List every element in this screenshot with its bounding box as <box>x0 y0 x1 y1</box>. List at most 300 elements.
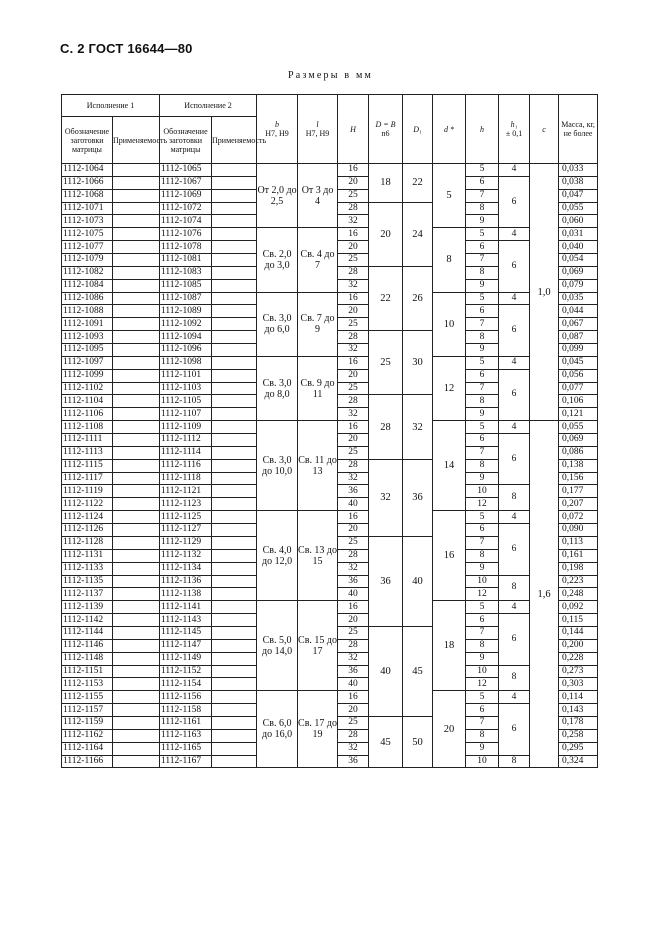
cell-H: 28 <box>338 266 369 279</box>
cell-h1: 6 <box>499 434 530 485</box>
cell-mass: 0,060 <box>559 215 598 228</box>
cell-b: Св. 3,0 до 10,0 <box>257 421 298 511</box>
cell-h: 7 <box>466 626 499 639</box>
cell-h: 6 <box>466 369 499 382</box>
cell-designation-2: 1112-1072 <box>160 202 212 215</box>
cell-applicability-2 <box>212 716 257 729</box>
cell-applicability-2 <box>212 691 257 704</box>
cell-mass: 0,090 <box>559 524 598 537</box>
cell-mass: 0,207 <box>559 498 598 511</box>
cell-designation-1: 1112-1166 <box>62 755 113 768</box>
cell-h1: 4 <box>499 511 530 524</box>
cell-H: 32 <box>338 215 369 228</box>
cell-applicability-2 <box>212 446 257 459</box>
table-row <box>62 601 598 614</box>
cell-designation-2: 1112-1069 <box>160 189 212 202</box>
cell-applicability-2 <box>212 202 257 215</box>
cell-h1: 6 <box>499 305 530 356</box>
cell-mass: 0,033 <box>559 164 598 177</box>
cell-designation-1: 1112-1122 <box>62 498 113 511</box>
cell-designation-2: 1112-1154 <box>160 678 212 691</box>
cell-applicability-2 <box>212 524 257 537</box>
cell-applicability-1 <box>113 755 160 768</box>
cell-designation-1: 1112-1137 <box>62 588 113 601</box>
cell-designation-2: 1112-1098 <box>160 356 212 369</box>
cell-H: 20 <box>338 305 369 318</box>
cell-designation-1: 1112-1151 <box>62 665 113 678</box>
cell-mass: 0,121 <box>559 408 598 421</box>
header-designation-1: Обозначение заготовки матрицы <box>62 117 113 164</box>
cell-designation-2: 1112-1105 <box>160 395 212 408</box>
cell-applicability-1 <box>113 215 160 228</box>
cell-applicability-2 <box>212 241 257 254</box>
cell-applicability-1 <box>113 498 160 511</box>
cell-designation-1: 1112-1071 <box>62 202 113 215</box>
cell-H: 25 <box>338 382 369 395</box>
header-d-symbol: d * <box>444 124 455 134</box>
cell-H: 16 <box>338 228 369 241</box>
header-l <box>298 95 338 164</box>
cell-applicability-2 <box>212 408 257 421</box>
cell-H: 32 <box>338 279 369 292</box>
header-group-2: Исполнение 2 <box>160 95 257 117</box>
cell-applicability-2 <box>212 729 257 742</box>
cell-applicability-1 <box>113 279 160 292</box>
cell-applicability-2 <box>212 164 257 177</box>
cell-applicability-1 <box>113 344 160 357</box>
cell-designation-2: 1112-1147 <box>160 639 212 652</box>
table-row <box>62 511 598 524</box>
cell-d1: 26 <box>403 266 433 330</box>
cell-applicability-1 <box>113 318 160 331</box>
cell-applicability-1 <box>113 305 160 318</box>
cell-designation-2: 1112-1149 <box>160 652 212 665</box>
cell-applicability-2 <box>212 228 257 241</box>
cell-designation-1: 1112-1119 <box>62 485 113 498</box>
header-D-symbol: D = B <box>375 120 396 129</box>
cell-applicability-2 <box>212 601 257 614</box>
header-b-symbol: b <box>275 120 280 129</box>
cell-applicability-1 <box>113 678 160 691</box>
cell-H: 16 <box>338 292 369 305</box>
cell-designation-1: 1112-1086 <box>62 292 113 305</box>
cell-mass: 0,114 <box>559 691 598 704</box>
cell-designation-1: 1112-1106 <box>62 408 113 421</box>
cell-applicability-2 <box>212 704 257 717</box>
cell-H: 25 <box>338 189 369 202</box>
cell-applicability-1 <box>113 639 160 652</box>
cell-designation-1: 1112-1066 <box>62 176 113 189</box>
cell-h1: 8 <box>499 665 530 691</box>
cell-designation-1: 1112-1142 <box>62 614 113 627</box>
table-row <box>62 421 598 434</box>
cell-designation-1: 1112-1162 <box>62 729 113 742</box>
cell-applicability-1 <box>113 614 160 627</box>
cell-H: 36 <box>338 755 369 768</box>
cell-designation-2: 1112-1116 <box>160 459 212 472</box>
cell-applicability-1 <box>113 601 160 614</box>
cell-mass: 0,144 <box>559 626 598 639</box>
cell-applicability-1 <box>113 202 160 215</box>
cell-designation-1: 1112-1093 <box>62 331 113 344</box>
cell-b: Св. 5,0 до 14,0 <box>257 601 298 691</box>
cell-applicability-1 <box>113 691 160 704</box>
cell-mass: 0,228 <box>559 652 598 665</box>
cell-h1: 4 <box>499 356 530 369</box>
cell-designation-1: 1112-1104 <box>62 395 113 408</box>
cell-applicability-1 <box>113 485 160 498</box>
header-b <box>257 95 298 164</box>
cell-applicability-2 <box>212 755 257 768</box>
cell-h: 5 <box>466 228 499 241</box>
cell-H: 36 <box>338 575 369 588</box>
cell-designation-1: 1112-1148 <box>62 652 113 665</box>
cell-d: 28 <box>369 395 403 459</box>
cell-H: 16 <box>338 356 369 369</box>
cell-designation-2: 1112-1107 <box>160 408 212 421</box>
cell-h: 8 <box>466 266 499 279</box>
cell-h: 9 <box>466 562 499 575</box>
cell-mass: 0,031 <box>559 228 598 241</box>
header-h1-symbol: h₁ <box>510 120 518 129</box>
cell-designation-1: 1112-1075 <box>62 228 113 241</box>
cell-mass: 0,067 <box>559 318 598 331</box>
cell-h1: 4 <box>499 601 530 614</box>
cell-mass: 0,055 <box>559 421 598 434</box>
cell-d: 14 <box>433 421 466 511</box>
cell-mass: 0,273 <box>559 665 598 678</box>
cell-applicability-2 <box>212 678 257 691</box>
header-H-symbol: H <box>350 124 356 134</box>
cell-designation-1: 1112-1126 <box>62 524 113 537</box>
cell-h: 7 <box>466 254 499 267</box>
cell-designation-2: 1112-1161 <box>160 716 212 729</box>
cell-applicability-2 <box>212 356 257 369</box>
cell-H: 32 <box>338 742 369 755</box>
cell-applicability-2 <box>212 652 257 665</box>
header-d <box>433 95 466 164</box>
cell-H: 28 <box>338 639 369 652</box>
cell-designation-2: 1112-1065 <box>160 164 212 177</box>
cell-designation-2: 1112-1127 <box>160 524 212 537</box>
cell-mass: 0,069 <box>559 266 598 279</box>
cell-applicability-1 <box>113 652 160 665</box>
header-h1 <box>499 95 530 164</box>
cell-designation-2: 1112-1165 <box>160 742 212 755</box>
cell-mass: 0,113 <box>559 536 598 549</box>
cell-H: 25 <box>338 446 369 459</box>
cell-d1: 30 <box>403 331 433 395</box>
cell-H: 20 <box>338 369 369 382</box>
cell-applicability-2 <box>212 472 257 485</box>
table-row <box>62 691 598 704</box>
cell-b: Св. 3,0 до 6,0 <box>257 292 298 356</box>
cell-designation-2: 1112-1163 <box>160 729 212 742</box>
cell-h: 10 <box>466 485 499 498</box>
cell-h: 6 <box>466 434 499 447</box>
cell-l: Св. 15 до 17 <box>298 601 338 691</box>
cell-applicability-2 <box>212 344 257 357</box>
cell-designation-2: 1112-1136 <box>160 575 212 588</box>
dimensions-table <box>61 94 598 768</box>
table-row <box>62 228 598 241</box>
cell-h1: 8 <box>499 575 530 601</box>
cell-designation-2: 1112-1114 <box>160 446 212 459</box>
cell-designation-2: 1112-1094 <box>160 331 212 344</box>
cell-mass: 0,054 <box>559 254 598 267</box>
cell-h: 5 <box>466 292 499 305</box>
cell-d: 32 <box>369 459 403 536</box>
cell-H: 40 <box>338 678 369 691</box>
cell-applicability-2 <box>212 331 257 344</box>
cell-H: 16 <box>338 511 369 524</box>
cell-d: 25 <box>369 331 403 395</box>
cell-applicability-1 <box>113 575 160 588</box>
cell-designation-1: 1112-1159 <box>62 716 113 729</box>
cell-applicability-2 <box>212 369 257 382</box>
cell-c: 1,0 <box>530 164 559 421</box>
cell-h: 9 <box>466 652 499 665</box>
cell-applicability-2 <box>212 549 257 562</box>
cell-H: 25 <box>338 716 369 729</box>
header-applicability-2: Применяемость <box>212 117 257 164</box>
cell-d: 20 <box>433 691 466 768</box>
cell-designation-2: 1112-1134 <box>160 562 212 575</box>
cell-designation-2: 1112-1092 <box>160 318 212 331</box>
cell-designation-1: 1112-1091 <box>62 318 113 331</box>
cell-d1: 50 <box>403 716 433 767</box>
cell-H: 32 <box>338 344 369 357</box>
cell-H: 32 <box>338 562 369 575</box>
cell-l: Св. 17 до 19 <box>298 691 338 768</box>
cell-H: 40 <box>338 588 369 601</box>
cell-mass: 0,035 <box>559 292 598 305</box>
cell-h: 9 <box>466 215 499 228</box>
cell-h: 6 <box>466 524 499 537</box>
cell-h: 10 <box>466 755 499 768</box>
cell-H: 16 <box>338 691 369 704</box>
table-row <box>62 164 598 177</box>
cell-H: 20 <box>338 176 369 189</box>
cell-h: 8 <box>466 202 499 215</box>
cell-applicability-2 <box>212 511 257 524</box>
cell-mass: 0,045 <box>559 356 598 369</box>
table-body <box>62 164 598 768</box>
cell-d: 12 <box>433 356 466 420</box>
cell-h1: 8 <box>499 485 530 511</box>
cell-d: 8 <box>433 228 466 292</box>
cell-applicability-2 <box>212 176 257 189</box>
cell-h1: 6 <box>499 241 530 292</box>
cell-mass: 0,106 <box>559 395 598 408</box>
cell-H: 25 <box>338 318 369 331</box>
cell-applicability-1 <box>113 408 160 421</box>
cell-mass: 0,079 <box>559 279 598 292</box>
cell-mass: 0,056 <box>559 369 598 382</box>
cell-h1: 4 <box>499 691 530 704</box>
cell-mass: 0,072 <box>559 511 598 524</box>
cell-designation-2: 1112-1118 <box>160 472 212 485</box>
cell-applicability-1 <box>113 588 160 601</box>
cell-mass: 0,099 <box>559 344 598 357</box>
cell-H: 16 <box>338 601 369 614</box>
cell-h: 6 <box>466 241 499 254</box>
cell-H: 36 <box>338 665 369 678</box>
cell-h: 8 <box>466 549 499 562</box>
cell-h: 8 <box>466 729 499 742</box>
cell-mass: 0,040 <box>559 241 598 254</box>
cell-designation-1: 1112-1146 <box>62 639 113 652</box>
cell-mass: 0,143 <box>559 704 598 717</box>
cell-h1: 6 <box>499 524 530 575</box>
cell-applicability-2 <box>212 215 257 228</box>
cell-designation-2: 1112-1152 <box>160 665 212 678</box>
cell-h: 10 <box>466 575 499 588</box>
cell-H: 25 <box>338 536 369 549</box>
cell-mass: 0,198 <box>559 562 598 575</box>
cell-applicability-2 <box>212 318 257 331</box>
cell-applicability-1 <box>113 626 160 639</box>
cell-mass: 0,087 <box>559 331 598 344</box>
cell-h: 9 <box>466 472 499 485</box>
cell-mass: 0,044 <box>559 305 598 318</box>
cell-applicability-1 <box>113 382 160 395</box>
cell-h1: 4 <box>499 421 530 434</box>
cell-designation-2: 1112-1123 <box>160 498 212 511</box>
cell-applicability-2 <box>212 459 257 472</box>
cell-designation-2: 1112-1156 <box>160 691 212 704</box>
cell-H: 32 <box>338 652 369 665</box>
cell-applicability-2 <box>212 189 257 202</box>
cell-b: От 2,0 до 2,5 <box>257 164 298 228</box>
cell-d1: 24 <box>403 202 433 266</box>
cell-applicability-1 <box>113 729 160 742</box>
cell-h1: 6 <box>499 614 530 665</box>
cell-designation-2: 1112-1101 <box>160 369 212 382</box>
cell-applicability-1 <box>113 369 160 382</box>
cell-H: 28 <box>338 395 369 408</box>
cell-designation-2: 1112-1112 <box>160 434 212 447</box>
cell-H: 20 <box>338 614 369 627</box>
page-header: С. 2 ГОСТ 16644—80 <box>60 41 193 56</box>
cell-applicability-2 <box>212 279 257 292</box>
cell-applicability-1 <box>113 716 160 729</box>
header-applicability-1: Применяемость <box>113 117 160 164</box>
cell-b: Св. 3,0 до 8,0 <box>257 356 298 420</box>
cell-applicability-2 <box>212 588 257 601</box>
cell-applicability-1 <box>113 446 160 459</box>
cell-designation-2: 1112-1145 <box>160 626 212 639</box>
cell-H: 32 <box>338 408 369 421</box>
cell-designation-1: 1112-1157 <box>62 704 113 717</box>
cell-h: 6 <box>466 305 499 318</box>
table-row <box>62 292 598 305</box>
cell-d1: 36 <box>403 459 433 536</box>
cell-mass: 0,177 <box>559 485 598 498</box>
cell-mass: 0,295 <box>559 742 598 755</box>
header-h1-tolerance: ± 0,1 <box>505 129 523 138</box>
table-row <box>62 356 598 369</box>
cell-designation-1: 1112-1082 <box>62 266 113 279</box>
header-c <box>530 95 559 164</box>
cell-designation-2: 1112-1143 <box>160 614 212 627</box>
cell-designation-2: 1112-1132 <box>160 549 212 562</box>
header-l-symbol: l <box>316 120 319 129</box>
cell-designation-2: 1112-1078 <box>160 241 212 254</box>
cell-applicability-1 <box>113 421 160 434</box>
cell-designation-2: 1112-1125 <box>160 511 212 524</box>
cell-H: 28 <box>338 459 369 472</box>
cell-designation-1: 1112-1079 <box>62 254 113 267</box>
cell-designation-2: 1112-1067 <box>160 176 212 189</box>
cell-designation-2: 1112-1141 <box>160 601 212 614</box>
cell-designation-1: 1112-1113 <box>62 446 113 459</box>
cell-applicability-2 <box>212 485 257 498</box>
cell-applicability-2 <box>212 395 257 408</box>
cell-d: 16 <box>433 511 466 601</box>
cell-designation-1: 1112-1139 <box>62 601 113 614</box>
cell-h: 9 <box>466 408 499 421</box>
cell-applicability-1 <box>113 164 160 177</box>
cell-applicability-1 <box>113 356 160 369</box>
cell-b: Св. 4,0 до 12,0 <box>257 511 298 601</box>
cell-applicability-1 <box>113 266 160 279</box>
cell-designation-1: 1112-1124 <box>62 511 113 524</box>
cell-mass: 0,086 <box>559 446 598 459</box>
cell-mass: 0,248 <box>559 588 598 601</box>
cell-designation-1: 1112-1084 <box>62 279 113 292</box>
cell-H: 20 <box>338 524 369 537</box>
cell-h: 6 <box>466 614 499 627</box>
cell-designation-2: 1112-1085 <box>160 279 212 292</box>
cell-designation-1: 1112-1131 <box>62 549 113 562</box>
cell-applicability-2 <box>212 639 257 652</box>
cell-h1: 4 <box>499 292 530 305</box>
header-c-symbol: c <box>542 124 546 134</box>
cell-designation-2: 1112-1121 <box>160 485 212 498</box>
cell-applicability-2 <box>212 266 257 279</box>
cell-d1: 32 <box>403 395 433 459</box>
header-h <box>466 95 499 164</box>
cell-h: 5 <box>466 356 499 369</box>
cell-h: 10 <box>466 665 499 678</box>
cell-mass: 0,200 <box>559 639 598 652</box>
cell-d: 40 <box>369 626 403 716</box>
cell-h: 6 <box>466 704 499 717</box>
cell-designation-1: 1112-1117 <box>62 472 113 485</box>
cell-h1: 6 <box>499 704 530 755</box>
cell-h1: 4 <box>499 228 530 241</box>
cell-designation-2: 1112-1096 <box>160 344 212 357</box>
cell-applicability-2 <box>212 434 257 447</box>
header-b-tolerance: H7, H9 <box>265 129 289 138</box>
cell-designation-2: 1112-1081 <box>160 254 212 267</box>
cell-applicability-2 <box>212 254 257 267</box>
cell-d: 22 <box>369 266 403 330</box>
cell-applicability-1 <box>113 434 160 447</box>
cell-H: 28 <box>338 729 369 742</box>
cell-d1: 40 <box>403 536 433 626</box>
cell-l: Св. 4 до 7 <box>298 228 338 292</box>
cell-designation-1: 1112-1099 <box>62 369 113 382</box>
header-D-tolerance: n6 <box>381 129 390 138</box>
cell-h: 12 <box>466 678 499 691</box>
header-designation-2: Обозначение заготовки матрицы <box>160 117 212 164</box>
cell-d: 10 <box>433 292 466 356</box>
cell-applicability-1 <box>113 241 160 254</box>
cell-designation-1: 1112-1135 <box>62 575 113 588</box>
cell-h: 9 <box>466 344 499 357</box>
